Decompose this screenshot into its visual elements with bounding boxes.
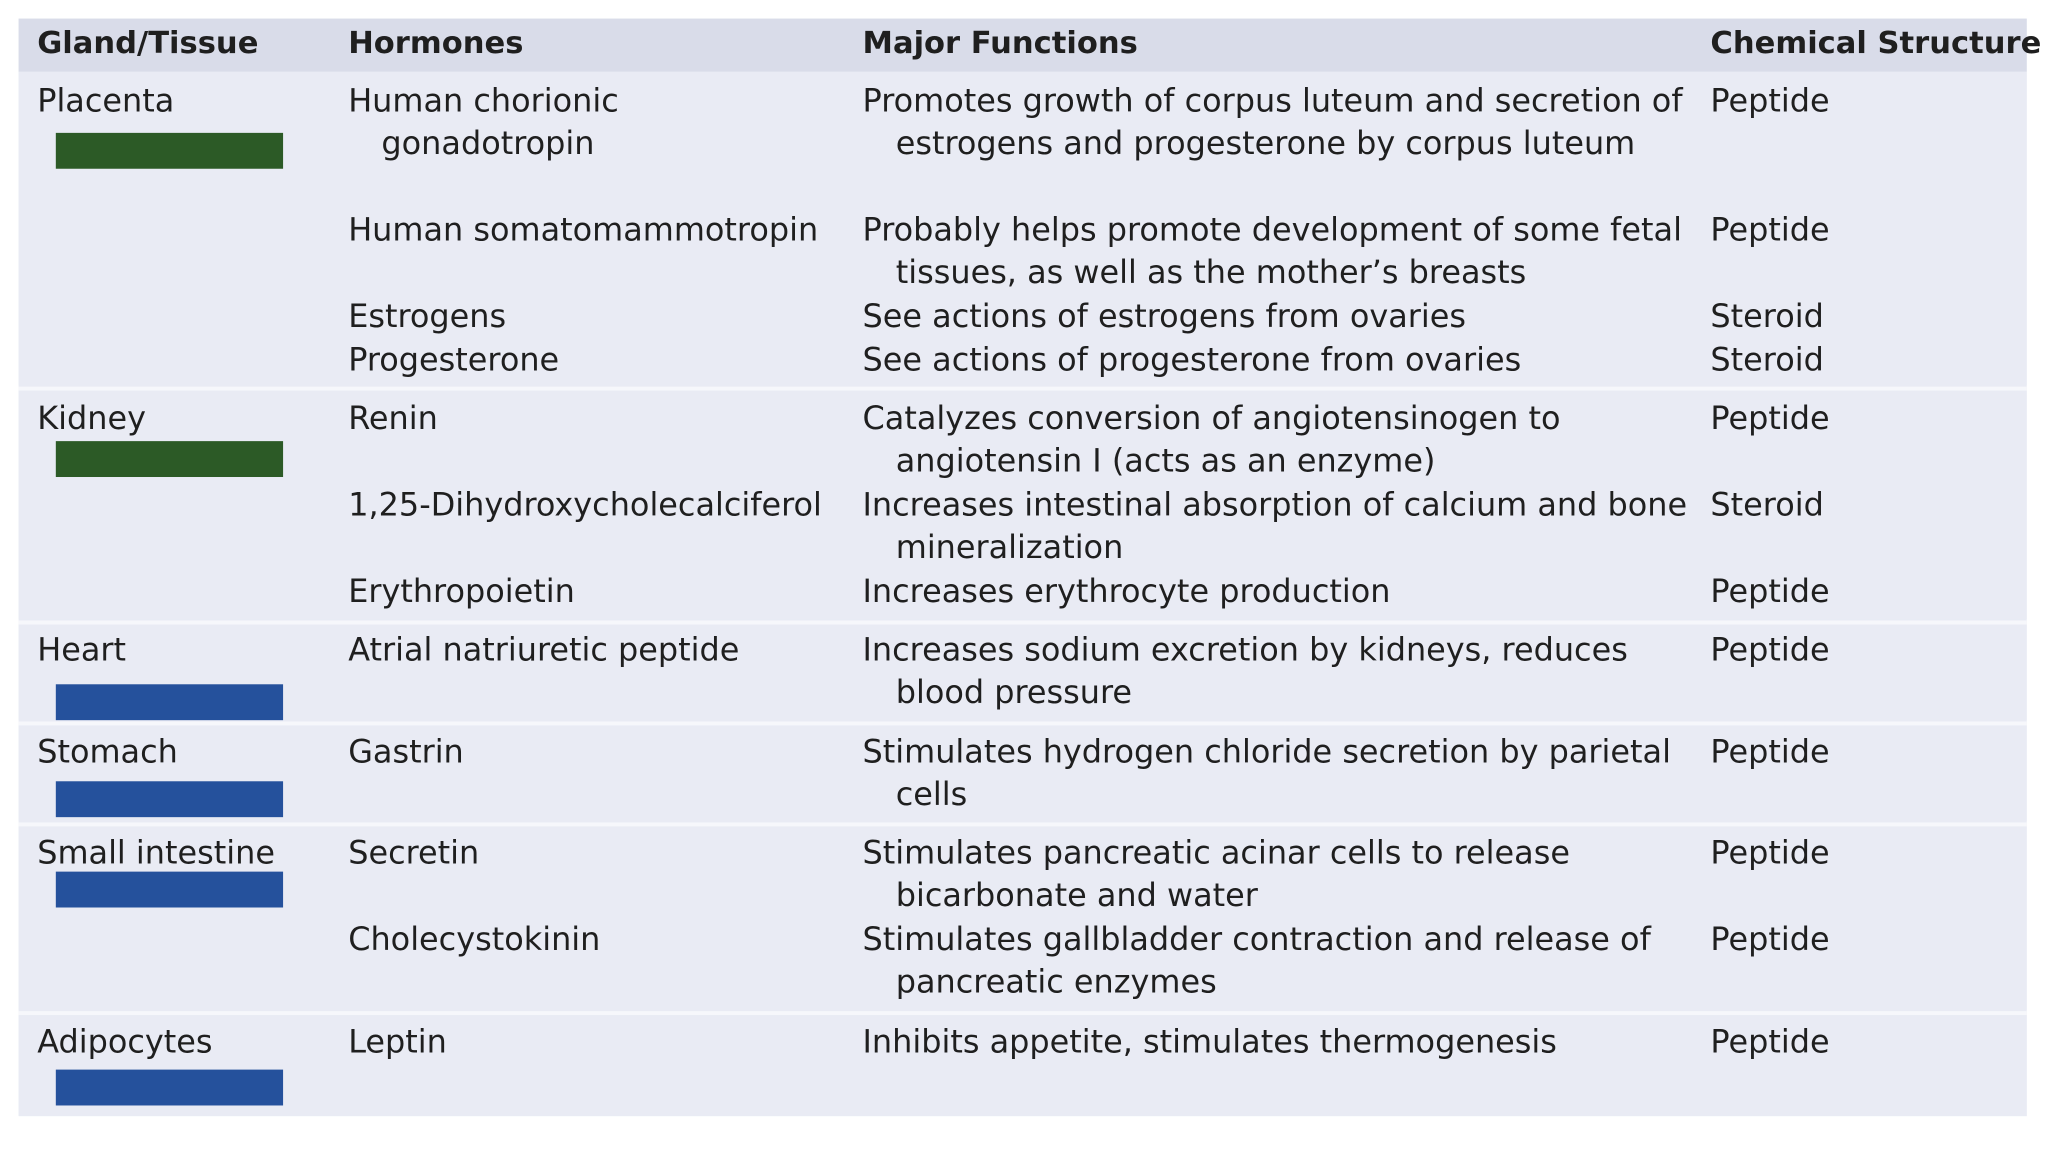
hormone-name: Atrial natriuretic peptide xyxy=(348,631,740,669)
structure-value: Peptide xyxy=(1710,572,1830,610)
structure-value: Steroid xyxy=(1710,486,1824,524)
structure-value: Peptide xyxy=(1710,733,1830,771)
function-text: Stimulates pancreatic acinar cells to release bicarbonate and water xyxy=(862,834,1570,915)
hormone-name: Secretin xyxy=(348,834,480,872)
hormone-name: Leptin xyxy=(348,1023,447,1061)
gland-name: Stomach xyxy=(37,733,178,771)
hormone-name: Gastrin xyxy=(348,733,464,771)
redaction-bar xyxy=(56,781,283,817)
hormone-name: Renin xyxy=(348,399,438,438)
header-hormones: Hormones xyxy=(348,26,524,62)
function-text: Increases intestinal absorption of calcium and bone mineralization xyxy=(862,486,1688,567)
gland-name: Small intestine xyxy=(37,834,275,872)
function-text: Increases sodium excretion by kidneys, reduces blood pressure xyxy=(862,631,1628,711)
hormone-name: Progesterone xyxy=(348,341,560,379)
redaction-bar xyxy=(56,133,283,169)
structure-value: Peptide xyxy=(1710,920,1830,958)
structure-value: Peptide xyxy=(1710,631,1830,669)
function-text: Stimulates hydrogen chloride secretion by parietal cells xyxy=(862,733,1671,814)
function-text: Probably helps promote development of some fetal tissues, as well as the mother’s breasts xyxy=(862,211,1682,291)
structure-value: Steroid xyxy=(1710,297,1824,335)
hormone-table xyxy=(19,19,2042,1117)
structure-value: Peptide xyxy=(1710,82,1830,120)
header-structure: Chemical Structure xyxy=(1710,26,2042,62)
function-text: Stimulates gallbladder contraction and release of pancreatic enzymes xyxy=(862,920,1651,1001)
gland-name: Heart xyxy=(37,631,126,669)
structure-value: Peptide xyxy=(1710,1023,1830,1061)
redaction-bar xyxy=(56,872,283,908)
function-text: Promotes growth of corpus luteum and secretion of estrogens and progesterone by corpus luteum xyxy=(862,82,1683,163)
hormone-name: Human somatomammotropin xyxy=(348,211,819,249)
hormone-name: Cholecystokinin xyxy=(348,920,601,958)
header-gland: Gland/Tissue xyxy=(37,26,259,62)
structure-value: Steroid xyxy=(1710,341,1824,379)
function-text: See actions of estrogens from ovaries xyxy=(862,297,1467,335)
redaction-bar xyxy=(56,441,283,477)
function-text: Catalyzes conversion of angiotensinogen to angiotensin I (acts as an enzyme) xyxy=(862,399,1561,480)
structure-value: Peptide xyxy=(1710,834,1830,872)
function-text: See actions of progesterone from ovaries xyxy=(862,341,1522,379)
function-text: Increases erythrocyte production xyxy=(862,572,1391,610)
gland-name: Kidney xyxy=(37,399,146,438)
gland-name: Adipocytes xyxy=(37,1023,213,1061)
function-text: Inhibits appetite, stimulates thermogenesis xyxy=(862,1023,1557,1061)
redaction-bar xyxy=(56,1070,283,1106)
hormone-name: 1,25-Dihydroxycholecalciferol xyxy=(348,486,822,524)
hormone-name: Estrogens xyxy=(348,297,507,335)
header-functions: Major Functions xyxy=(862,26,1138,62)
hormone-name: Erythropoietin xyxy=(348,572,575,610)
gland-name: Placenta xyxy=(37,82,175,120)
hormone-name: Human chorionic gonadotropin xyxy=(348,82,619,163)
structure-value: Peptide xyxy=(1710,211,1830,249)
redaction-bar xyxy=(56,684,283,720)
structure-value: Peptide xyxy=(1710,399,1830,438)
